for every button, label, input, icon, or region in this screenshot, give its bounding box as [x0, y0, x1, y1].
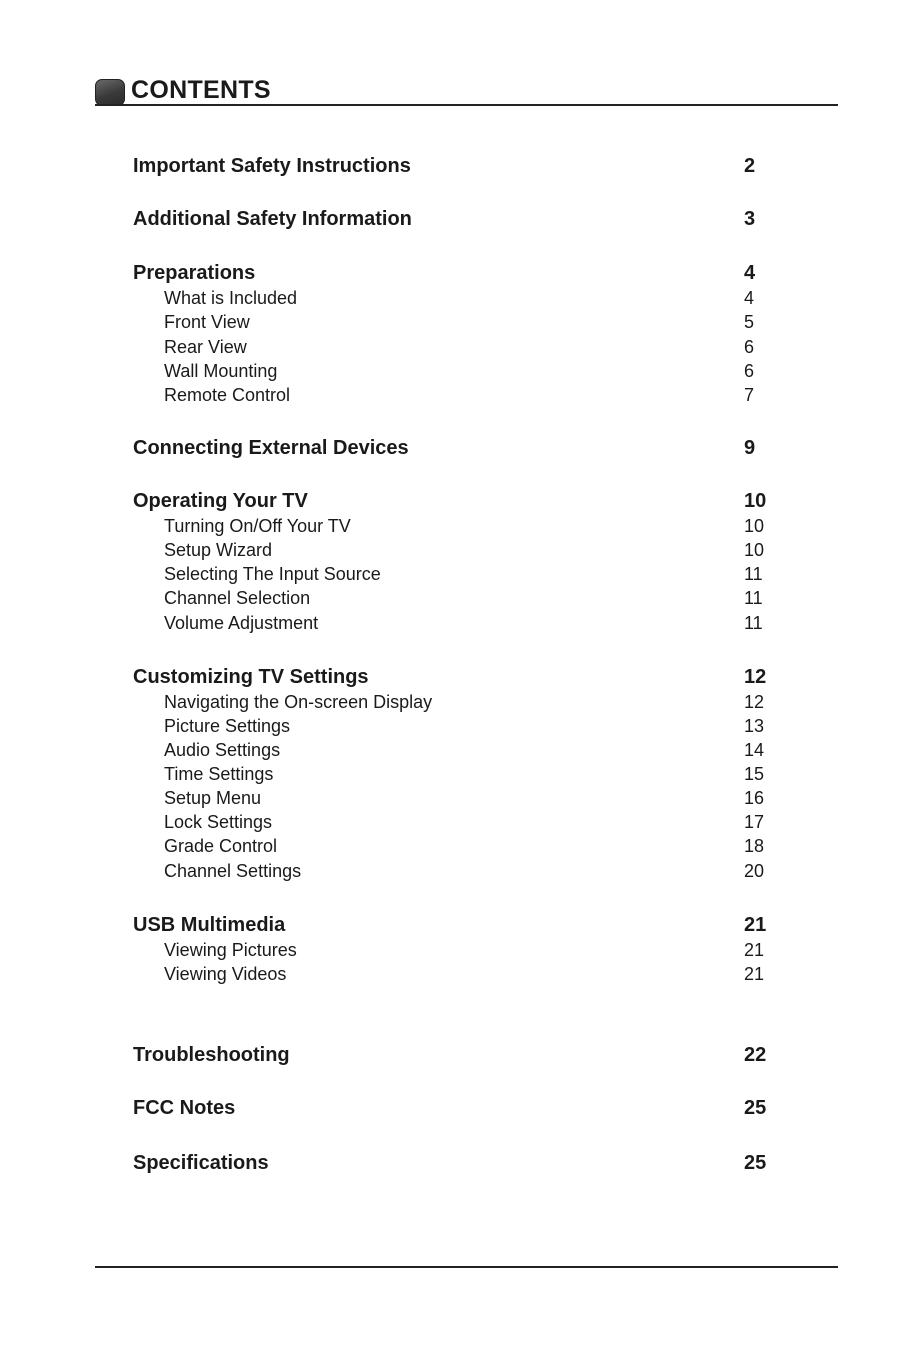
toc-subsection-label: Turning On/Off Your TV — [164, 516, 351, 536]
toc-subsection-label: What is Included — [164, 288, 298, 308]
toc-page-number: 11 — [744, 588, 763, 608]
section-marker-icon — [95, 79, 125, 106]
toc-page-number: 4 — [744, 288, 755, 308]
toc-subsection-label: Volume Adjustment — [164, 613, 319, 633]
toc-page-number: 21 — [744, 940, 765, 960]
toc-page-number: 5 — [744, 312, 755, 332]
toc-page-number: 11 — [744, 564, 763, 584]
toc-page-number: 25 — [744, 1097, 767, 1119]
toc-subsection-label: Front View — [164, 312, 250, 332]
toc-page-number: 6 — [744, 361, 755, 381]
toc-page-number: 17 — [744, 812, 765, 832]
toc-section-label: Preparations — [133, 262, 256, 284]
toc-section-label: FCC Notes — [133, 1097, 236, 1119]
toc-section-label: Important Safety Instructions — [133, 155, 411, 177]
toc-page-number: 15 — [744, 764, 765, 784]
toc-subsection-label: Wall Mounting — [164, 361, 278, 381]
toc-page-number: 16 — [744, 788, 765, 808]
toc-page-number: 10 — [744, 540, 765, 560]
footer-divider — [95, 1266, 838, 1268]
toc-page-number: 21 — [744, 964, 765, 984]
toc-page-number: 10 — [744, 490, 767, 512]
toc-page-number: 22 — [744, 1044, 767, 1066]
toc-section-label: Operating Your TV — [133, 490, 308, 512]
toc-subsection-label: Time Settings — [164, 764, 274, 784]
toc-page-number: 3 — [744, 208, 756, 230]
toc-subsection-label: Audio Settings — [164, 740, 281, 760]
toc-section-label: Additional Safety Information — [133, 208, 412, 230]
toc-page-number: 12 — [744, 692, 765, 712]
toc-page-number: 25 — [744, 1152, 767, 1174]
toc-section-label: USB Multimedia — [133, 914, 286, 936]
toc-section-label: Connecting External Devices — [133, 437, 409, 459]
toc-subsection-label: Selecting The Input Source — [164, 564, 381, 584]
toc-page-number: 4 — [744, 262, 756, 284]
page-title: CONTENTS — [131, 76, 271, 104]
toc-page-number: 6 — [744, 337, 755, 357]
toc-subsection-label: Remote Control — [164, 385, 291, 405]
toc-subsection-label: Viewing Videos — [164, 964, 287, 984]
toc-page-number: 12 — [744, 666, 767, 688]
header-divider — [95, 104, 838, 106]
toc-section-label: Customizing TV Settings — [133, 666, 369, 688]
toc-page-number: 9 — [744, 437, 756, 459]
toc-subsection-label: Lock Settings — [164, 812, 273, 832]
toc-section-label: Troubleshooting — [133, 1044, 290, 1066]
toc-page-number: 11 — [744, 613, 763, 633]
toc-section-label: Specifications — [133, 1152, 269, 1174]
toc-subsection-label: Channel Selection — [164, 588, 311, 608]
toc-page-number: 13 — [744, 716, 765, 736]
toc-subsection-label: Setup Menu — [164, 788, 262, 808]
toc-page-number: 18 — [744, 836, 765, 856]
toc-subsection-label: Grade Control — [164, 836, 278, 856]
toc-subsection-label: Setup Wizard — [164, 540, 273, 560]
toc-page-number: 2 — [744, 155, 756, 177]
toc-page-number: 14 — [744, 740, 765, 760]
toc-page-number: 21 — [744, 914, 767, 936]
toc-subsection-label: Picture Settings — [164, 716, 291, 736]
toc-subsection-label: Channel Settings — [164, 861, 302, 881]
toc-subsection-label: Viewing Pictures — [164, 940, 297, 960]
toc-subsection-label: Navigating the On-screen Display — [164, 692, 433, 712]
toc-page-number: 20 — [744, 861, 765, 881]
toc-subsection-label: Rear View — [164, 337, 247, 357]
toc-page-number: 7 — [744, 385, 755, 405]
toc-page-number: 10 — [744, 516, 765, 536]
